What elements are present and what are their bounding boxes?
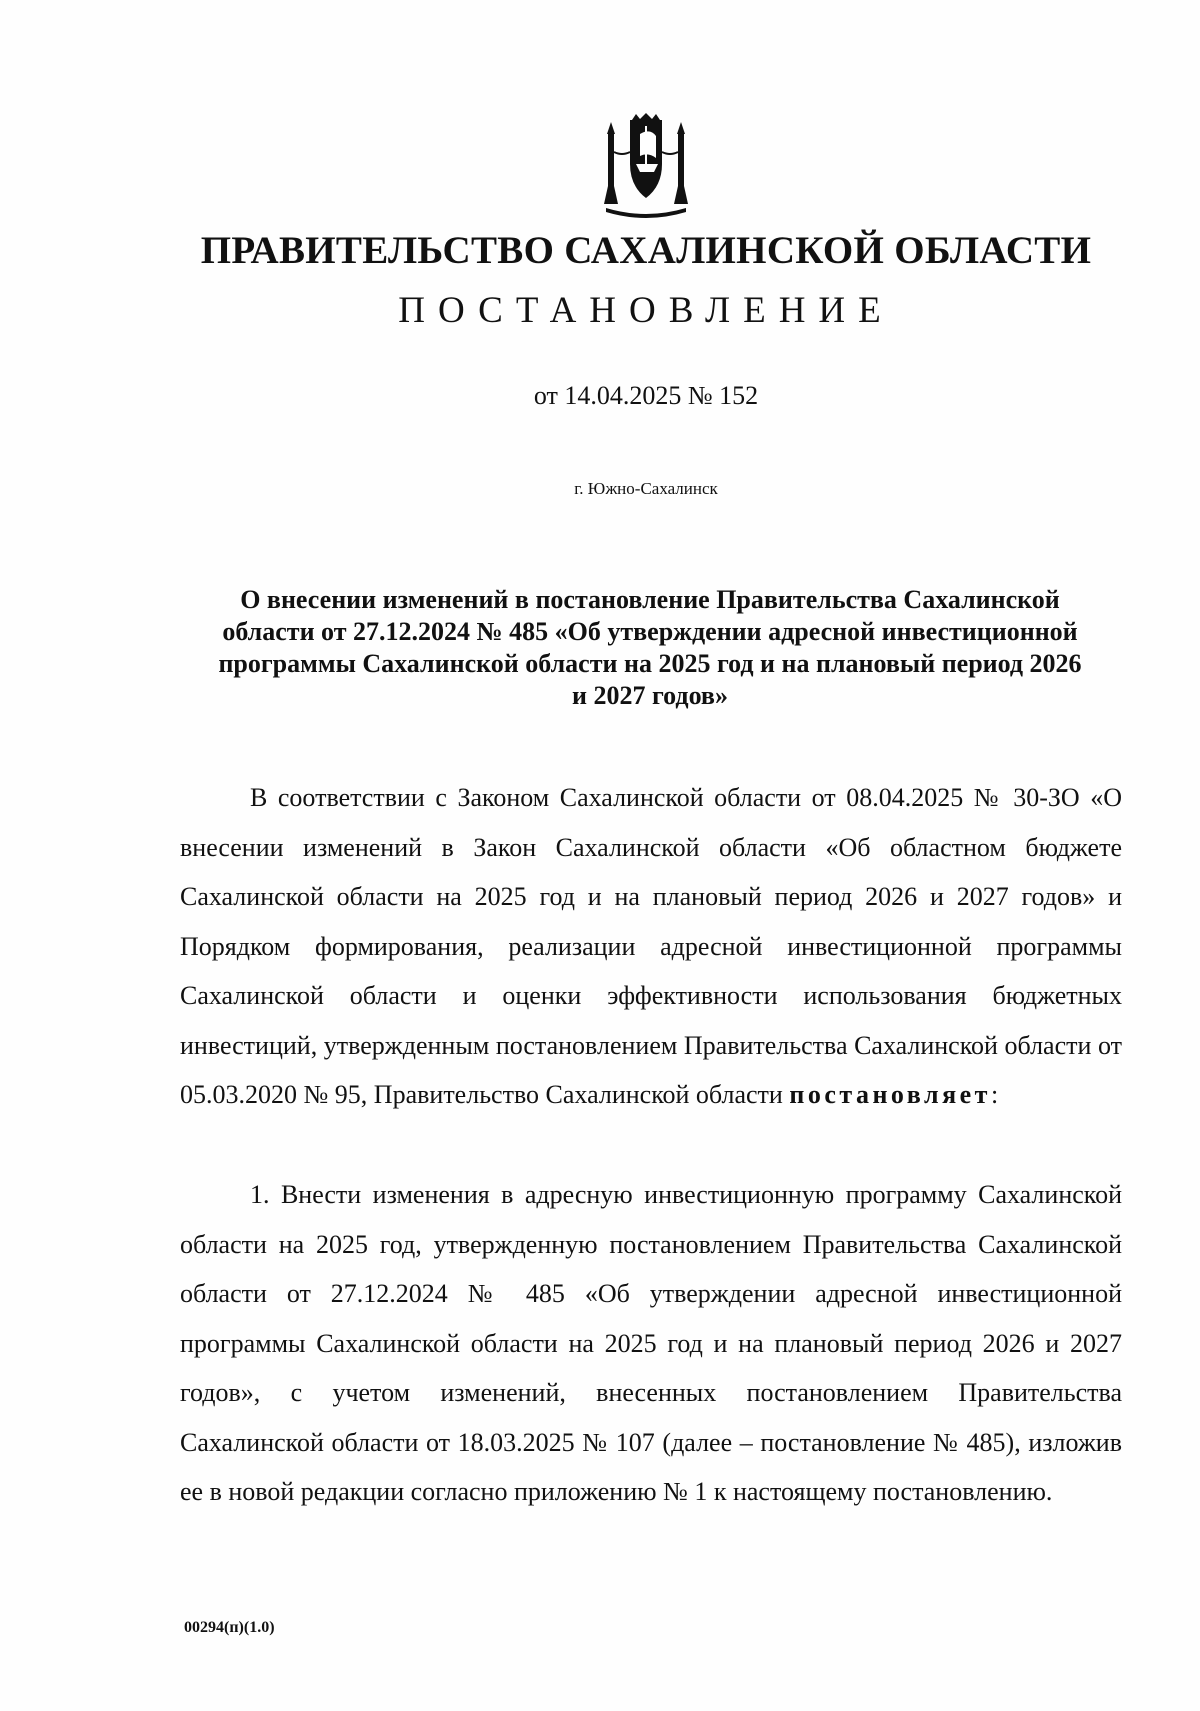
document-subject	[180, 584, 1120, 712]
subject-line: и 2027 годов»	[572, 681, 728, 710]
preamble-text: В соответствии с Законом Сахалинской области от 08.04.2025 № 30-ЗО «О внесении изменений в Закон Сахалинской области «Об областном бюджете Сахалинской области на 2025 год и на плановый период 2026 и 2027 годов» и Порядком формирования, реализации адресной инвестиционной программы Сахалинской области и оценки эффективности использования бюджетных инвестиций, утвержденным постановлением Правительства Сахалинской области от 05.03.2020 № 95, Правительство Сахалинской области	[180, 783, 1122, 1109]
item-1-paragraph	[180, 1170, 1122, 1517]
resolves-word: постановляет	[789, 1080, 991, 1109]
document-date-number: от 14.04.2025 № 152	[533, 381, 759, 410]
footer-document-code: 00294(п)(1.0)	[184, 1619, 275, 1636]
subject-line: О внесении изменений в постановление Правительства Сахалинской	[240, 585, 1060, 614]
document-city: г. Южно-Сахалинск	[574, 479, 718, 498]
preamble-paragraph	[180, 773, 1122, 1120]
subject-line: области от 27.12.2024 № 485 «Об утверждении адресной инвестиционной	[222, 617, 1078, 646]
coat-of-arms-emblem	[600, 112, 692, 218]
subject-line: программы Сахалинской области на 2025 год и на плановый период 2026	[218, 649, 1082, 678]
item-1-text: 1. Внести изменения в адресную инвестиционную программу Сахалинской области на 2025 год, утвержденную постановлением Правительства Сахалинской области от 27.12.2024 № 485 «Об утверждении адресной инвестиционной программы Сахалинской области на 2025 год и на плановый период 2026 и 2027 годов», с учетом изменений, внесенных постановлением Правительства Сахалинской области от 18.03.2025 № 107 (далее – постановление № 485), изложив ее в новой редакции согласно приложению № 1 к настоящему постановлению.	[180, 1180, 1122, 1506]
resolves-punct: :	[990, 1080, 999, 1109]
government-title: ПРАВИТЕЛЬСТВО САХАЛИНСКОЙ ОБЛАСТИ	[200, 229, 1092, 272]
document-type: ПОСТАНОВЛЕНИЕ	[398, 290, 894, 331]
